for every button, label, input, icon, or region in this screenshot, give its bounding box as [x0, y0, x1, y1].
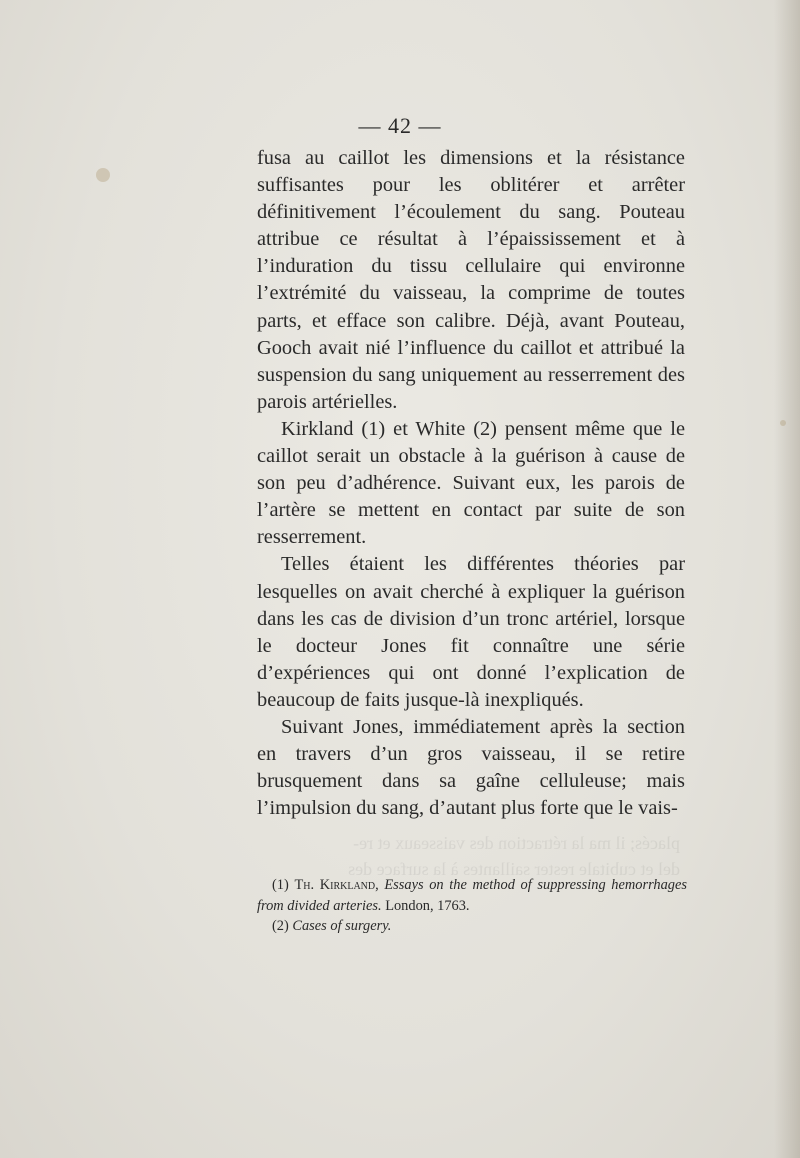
footnotes	[257, 875, 687, 937]
paragraph: Suivant Jones, immédiatement après la section en travers d’un gros vaisseau, il se retire brusquement dans sa gaîne celluleuse; mais l’impulsion du sang, d’autant plus forte que le vais-	[257, 715, 685, 820]
footnote-title: Essays on the method of suppressing hemorrhages from divided arteries.	[257, 877, 687, 914]
paragraph: Kirkland (1) et White (2) pensent même que le caillot serait un obstacle à la guérison à cause de son peu d’adhérence. Suivant eux, les parois de l’artère se mettent en contact par suite de son resserrement.	[257, 417, 685, 549]
footnote-1	[257, 875, 687, 916]
footnote-author: Th. Kirkland,	[294, 877, 379, 893]
footnote-marker: (2)	[272, 918, 289, 934]
footnote-place-date: London, 1763.	[385, 897, 470, 914]
paragraph: Telles étaient les différentes théories par lesquelles on avait cherché à expliquer la guérison dans les cas de division d’un tronc artériel, lorsque le docteur Jones fit connaître une série d’expériences qui ont donné l’explication de beaucoup de faits jusque-là inexpliqués.	[257, 553, 685, 711]
footnote-title: Cases of surgery.	[292, 918, 392, 934]
bleed-through-text: placés; il ma la rétraction des vaisseaux et re- del et cubitale rester saillantes à la surface des	[348, 833, 680, 879]
body-text	[257, 145, 685, 822]
footnote-marker: (1)	[272, 877, 289, 893]
footnote-2	[257, 916, 687, 937]
paragraph: fusa au caillot les dimensions et la résistance suffisantes pour les oblitérer et arrêter définitivement l’écoulement du sang. Pouteau attribue ce résultat à l’épaississement et à l’induration du tissu cellulaire qui environne l’extrémité du vaisseau, la comprime de toutes parts, et efface son calibre. Déjà, avant Pouteau, Gooch avait nié l’influence du caillot et attribué la suspension du sang uniquement au resserrement des parois artérielles.	[257, 147, 685, 413]
page-number: — 42 —	[358, 113, 442, 138]
foxing-spot	[96, 168, 110, 182]
foxing-spot	[780, 420, 786, 426]
page-edge-shadow	[774, 0, 800, 1158]
